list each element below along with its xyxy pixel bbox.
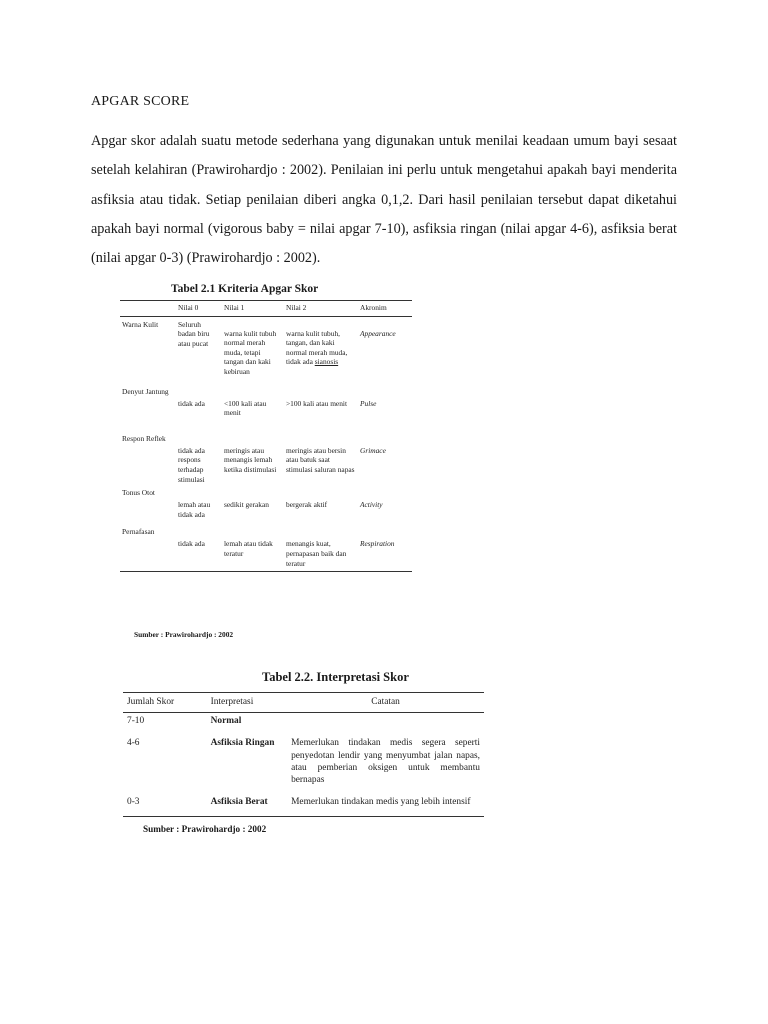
cell-nilai-2: >100 kali atau menit (286, 398, 348, 408)
header-nilai-2: Nilai 2 (284, 301, 358, 317)
cell-jumlah-skor: 7-10 (127, 716, 145, 727)
cell-akronim: Pulse (360, 398, 377, 408)
table-row (123, 735, 484, 794)
apgar-criteria-table (120, 300, 412, 572)
cell-interpretasi: Asfiksia Berat (207, 794, 287, 817)
cell-nilai-2: meringis atau bersin atau batuk saat stimulasi saluran napas (286, 445, 355, 474)
table-row (120, 527, 412, 571)
cell-akronim: Appearance (360, 328, 396, 338)
score-interpretation-table (123, 692, 484, 817)
table-row (120, 387, 412, 434)
cell-nilai-0: Seluruh badan biru atau pucat (178, 319, 210, 348)
table-header-row (120, 301, 412, 317)
header-jumlah-skor: Jumlah Skor (123, 693, 207, 713)
cell-nilai-2-text: warna kulit tubuh, tangan, dan kaki normal merah muda, tidak ada (286, 328, 348, 367)
row-kriteria: Pernafasan (120, 527, 176, 571)
cell-jumlah-skor: 4-6 (127, 738, 140, 749)
cell-nilai-1: sedikit gerakan (224, 500, 269, 510)
cell-catatan (287, 713, 484, 736)
table2-caption: Tabel 2.2. Interpretasi Skor (262, 670, 409, 684)
table2-source: Sumber : Prawirohardjo : 2002 (143, 824, 267, 834)
header-catatan: Catatan (287, 693, 484, 713)
cell-nilai-0: tidak ada (178, 398, 205, 408)
cell-catatan: Memerlukan tindakan medis yang lebih intensif (287, 794, 484, 817)
cell-akronim: Activity (360, 500, 383, 510)
cell-akronim: Grimace (360, 445, 386, 455)
cell-nilai-2: menangis kuat, pernapasan baik dan teratur (284, 527, 358, 571)
sianosis-term: sianosis (314, 357, 339, 367)
table-header-row (123, 693, 484, 713)
table-row (123, 794, 484, 817)
table-row (120, 434, 412, 488)
table1-caption: Tabel 2.1 Kriteria Apgar Skor (171, 283, 319, 295)
header-nilai-1: Nilai 1 (222, 301, 284, 317)
cell-nilai-1: warna kulit tubuh normal merah muda, tetapi tangan dan kaki kebiruan (224, 328, 277, 376)
row-kriteria: Warna Kulit (122, 319, 159, 329)
cell-nilai-2 (284, 316, 358, 386)
cell-jumlah-skor: 0-3 (123, 794, 207, 817)
header-kriteria (120, 301, 176, 317)
row-kriteria: Tonus Otot (122, 488, 155, 498)
cell-nilai-2: bergerak aktif (286, 500, 328, 510)
cell-nilai-1: <100 kali atau menit (224, 398, 267, 418)
cell-interpretasi: Normal (210, 716, 242, 727)
cell-nilai-1: meringis atau menangis lemah ketika distimulasi (224, 445, 277, 474)
cell-nilai-0: tidak ada respons terhadap stimulasi (178, 445, 205, 484)
header-akronim: Akronim (358, 301, 412, 317)
cell-nilai-0: tidak ada (176, 527, 222, 571)
table-row (120, 488, 412, 527)
intro-paragraph: Apgar skor adalah suatu metode sederhana yang digunakan untuk menilai keadaan umum bayi sesaat setelah kelahiran (Prawirohardjo : 2002). Penilaian ini perlu untuk mengetahui apakah bayi menderita asfiksia atau tidak. Setiap penilaian diberi angka 0,1,2. Dari hasil penilaian tersebut dapat diketahui apakah bayi normal (vigorous baby = nilai apgar 7-10), asfiksia ringan (nilai apgar 4-6), asfiksia berat (nilai apgar 0-3) (Prawirohardjo : 2002). (91, 133, 677, 267)
table-row (120, 316, 412, 386)
cell-nilai-1: lemah atau tidak teratur (222, 527, 284, 571)
cell-interpretasi: Asfiksia Ringan (210, 738, 275, 749)
cell-nilai-0: lemah atau tidak ada (178, 500, 211, 519)
row-kriteria: Respon Reflek (122, 433, 166, 443)
row-kriteria: Denyut Jantung (122, 386, 169, 396)
document-heading: APGAR SCORE (91, 94, 190, 109)
header-nilai-0: Nilai 0 (176, 301, 222, 317)
table1-source: Sumber : Prawirohardjo : 2002 (134, 630, 234, 639)
table-row (123, 713, 484, 736)
cell-catatan: Memerlukan tindakan medis segera seperti penyedotan lendir yang menyumbat jalan napas, atau pemberian oksigen untuk membantu bernapas (291, 738, 480, 786)
cell-akronim: Respiration (358, 527, 412, 571)
header-interpretasi: Interpretasi (207, 693, 287, 713)
